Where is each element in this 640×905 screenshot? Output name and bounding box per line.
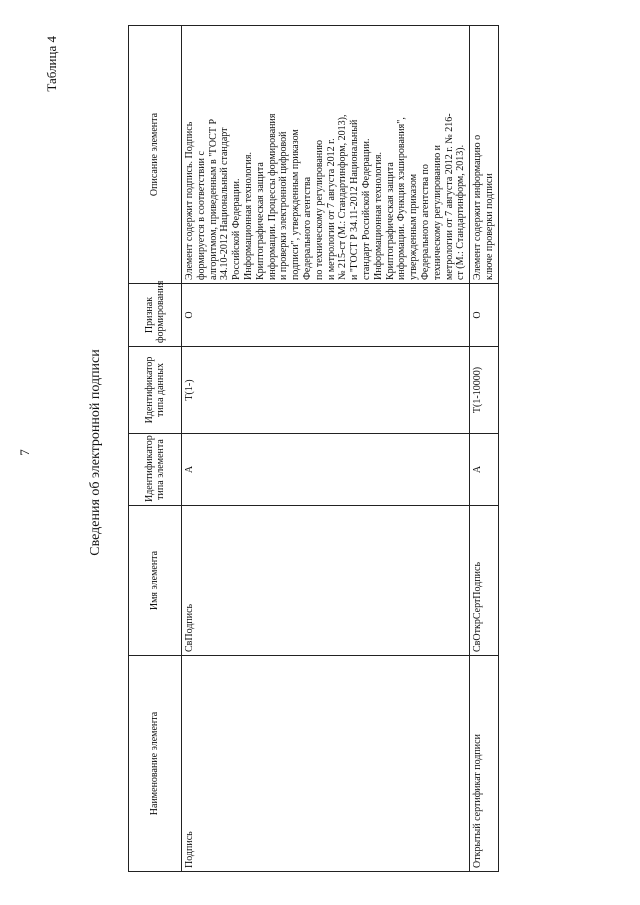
description-line: № 215-ст (М.: Стандартинформ, 2013), [337,114,349,280]
cell-element-title: Подпись [182,656,470,872]
cell-data-type: T(1-10000) [470,347,499,434]
description-line: Федерального агентства по [419,164,431,280]
description-line: информации. Процессы формирования [266,113,278,280]
description-line: и проверки электронной цифровой [278,131,290,280]
cell-element-name: СвПодпись [182,506,470,656]
cell-element-title: Открытый сертификат подписи [470,656,499,872]
cell-element-type: А [182,434,470,506]
table-label: Таблица 4 [44,36,59,92]
header-element-name: Имя элемента [129,506,182,656]
description-line: и "ГОСТ Р 34.11-2012 Национальный [349,119,361,280]
signature-table [128,25,499,872]
description-line: Федерального агентства [301,176,313,280]
description-line: стандарт Российской Федерации. [360,138,372,280]
page-number: 7 [17,449,32,456]
header-element-type-id: Идентификатор типа элемента [129,434,182,506]
table-title: Сведения об электронной подписи [88,349,103,556]
description-line: ст (М.: Стандартинформ, 2013). [455,144,467,280]
description-line: по техническому регулированию [313,139,325,280]
description-line: Криптографическая защита [254,162,266,280]
description-line: метрологии от 7 августа 2012 г. № 216- [443,113,455,280]
cell-description [182,26,470,284]
description-line: Российской Федерации. [231,178,243,280]
header-element-description: Описание элемента [129,26,182,284]
description-line: Криптографическая защита [384,162,396,280]
description-line: ключе проверки подписи [483,173,495,280]
description-line: Информационная технология. [242,152,254,280]
description-line: информации. Функция хэширования", [396,117,408,280]
cell-formation-sign: О [470,284,499,347]
cell-data-type: T(1-) [182,347,470,434]
description-line: алгоритмом, приведенным в "ГОСТ Р [207,118,219,280]
description-line: подписи", утвержденным приказом [290,129,302,280]
header-data-type-id: Идентификатор типа данных [129,347,182,434]
cell-description [470,26,499,284]
description-line: техническому регулированию и [431,144,443,280]
description-line: и метрологии от 7 августа 2012 г. [325,138,337,280]
description-line: Информационная технология. [372,152,384,280]
description-line: утвержденным приказом [408,173,420,280]
table-header-row [129,26,182,872]
description-line: формируется в соответствии с [195,151,207,280]
header-formation-sign: Признак формирования [129,284,182,347]
description-line: Элемент содержит информацию о [472,134,484,280]
table-row [182,26,470,872]
cell-element-name: СвОткрСертПодпись [470,506,499,656]
header-element-title: Наименование элемента [129,656,182,872]
description-line: Элемент содержит подпись. Подпись [184,121,195,280]
cell-formation-sign: О [182,284,470,347]
cell-element-type: А [470,434,499,506]
description-line: 34.10-2012 Национальный стандарт [219,127,231,280]
table-row [470,26,499,872]
